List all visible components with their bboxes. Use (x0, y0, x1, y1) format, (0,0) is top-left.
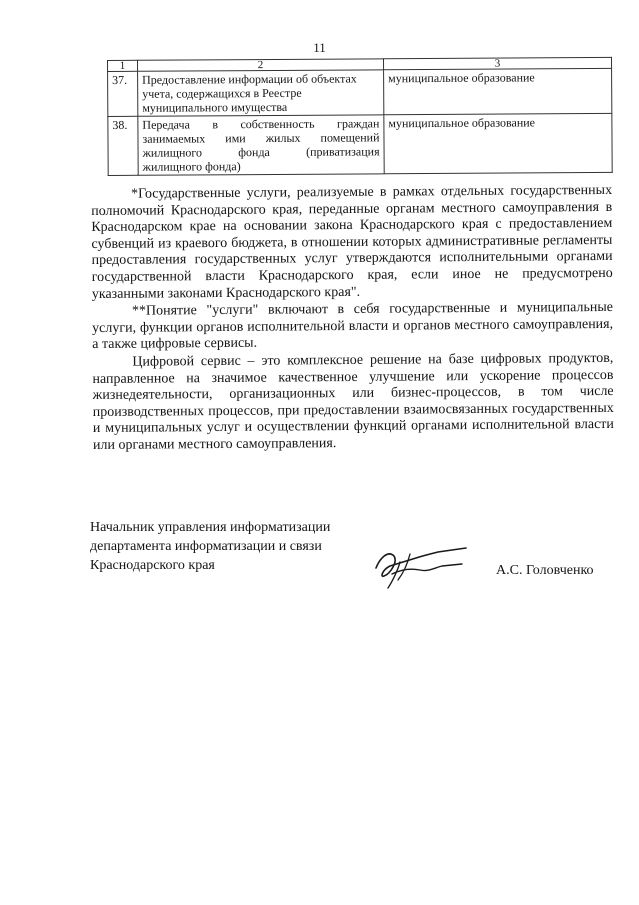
signatory-name: А.С. Головченко (496, 563, 594, 578)
service-name-line: учета, содержащихся в Реестре (142, 85, 302, 101)
service-level: муниципальное образование (384, 113, 612, 173)
definition-paragraph: Цифровой сервис – это комплексное решение на базе цифровых продуктов, направленное на значимое качественное улучшение или ускорение процессов жизнедеятельности, организационных или бизнес-процессов, в том числе производственных процессов, при предоставлении взаимосвязанных государственных и муниципальных услуг и осуществлении функций органами исполнительной власти или органами местного самоуправления. (92, 350, 614, 453)
row-number: 37. (108, 71, 138, 116)
handwritten-signature (370, 538, 470, 590)
table-row (108, 68, 612, 116)
service-level: муниципальное образование (384, 68, 612, 114)
signatory-position-line: Краснодарского края (90, 558, 215, 573)
row-number: 38. (108, 116, 138, 175)
table-row (108, 113, 612, 175)
service-name (138, 70, 384, 117)
service-name-line: Предоставление информации об объектах (142, 71, 357, 87)
footnote-1-paragraph: *Государственные услуги, реализуемые в рамках отдельных государственных полномочий Краснодарского края, переданные органам местного самоуправления в Краснодарском крае на основании закона Краснодарского края с предоставлением субвенций из краевого бюджета, в отношении которых административные регламенты предоставления государственных услуг утверждаются исполнительными органами государственной власти Краснодарского края, если иное не предусмотрено указанными законами Краснодарского края". (91, 182, 613, 302)
body-text (91, 183, 614, 456)
service-name-text: Передача в собственность граждан занимаемых ими жилых помещений жилищного фонда (приватизация (142, 116, 380, 160)
signatory-position-line: департамента информатизации и связи (90, 539, 322, 554)
column-header-1: 1 (108, 60, 138, 71)
footnote-2-paragraph: **Понятие "услуги" включают в себя государственные и муниципальные услуги, функции органов исполнительной власти и органов местного самоуправления, а также цифровые сервисы. (92, 300, 614, 353)
signatory-position-line: Начальник управления информатизации (90, 520, 331, 535)
service-name-line: муниципального имущества (142, 99, 288, 115)
services-table (107, 57, 613, 176)
signatory-position (90, 518, 380, 575)
service-name (138, 115, 384, 176)
page-number: 11 (313, 40, 326, 55)
column-header-3: 3 (383, 57, 611, 69)
column-header-2: 2 (138, 59, 384, 72)
service-name-line: жилищного фонда) (142, 159, 241, 174)
